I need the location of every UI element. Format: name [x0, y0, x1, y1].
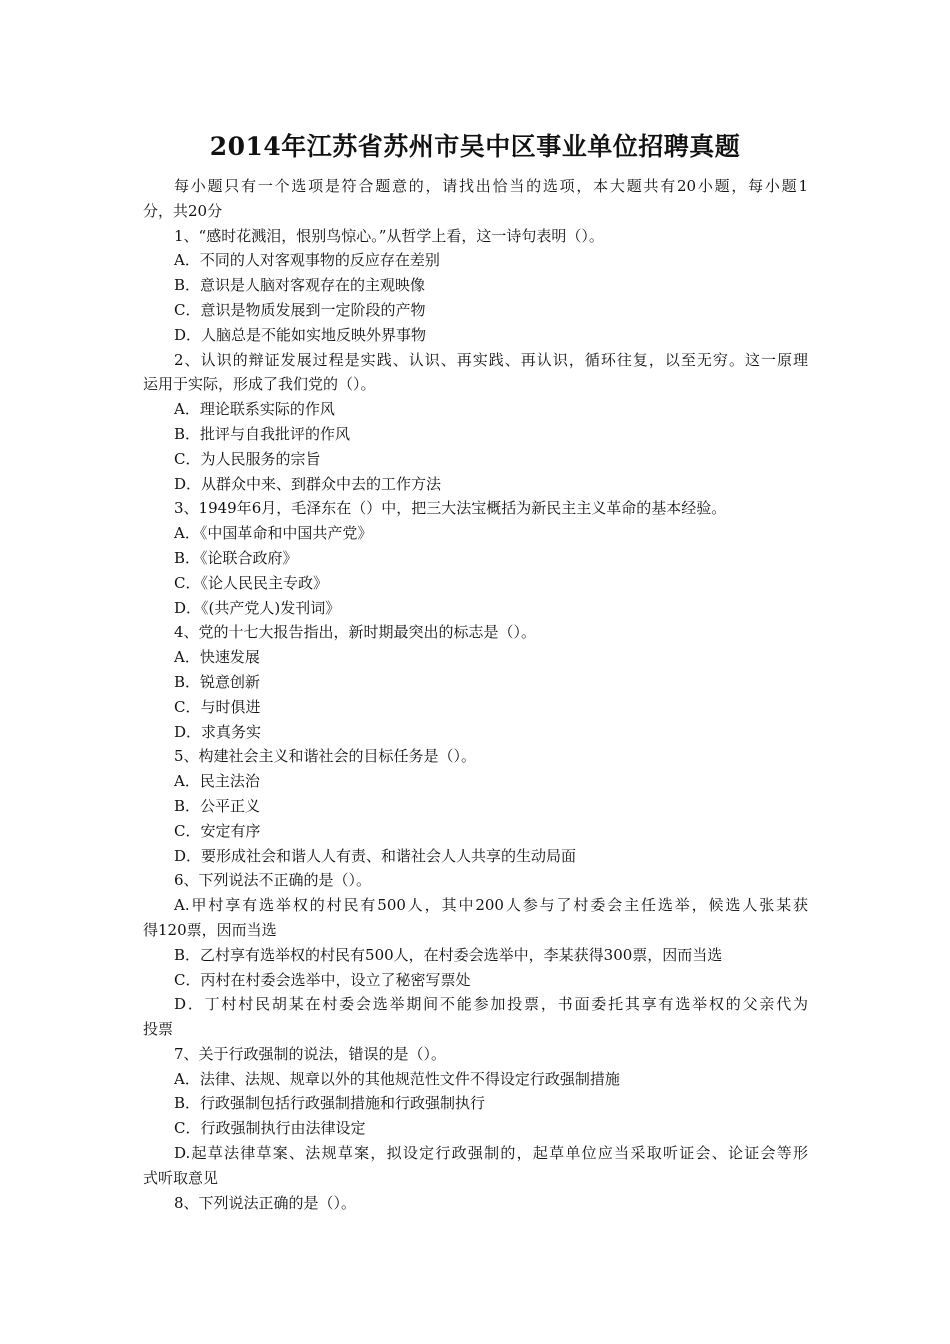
text-line: C．安定有序 [174, 821, 261, 840]
text-line: B．《论联合政府》 [174, 548, 298, 567]
text-line: D．人脑总是不能如实地反映外界事物 [174, 325, 427, 344]
text-line: D．求真务实 [174, 722, 262, 741]
text-line: A．《中国革命和中国共产党》 [174, 524, 373, 543]
text-line: 每小题只有一个选项是符合题意的，请找出恰当的选项，本大题共有20小题，每小题1 [174, 177, 808, 195]
text-line: D．丁村村民胡某在村委会选举期间不能参加投票，书面委托其享有选举权的父亲代为 [174, 995, 808, 1014]
text-line: B．行政强制包括行政强制措施和行政强制执行 [174, 1094, 486, 1113]
text-line: B．乙村享有选举权的村民有500人，在村委会选举中，李某获得300票，因而当选 [174, 945, 723, 964]
text-line: 2、认识的辩证发展过程是实践、认识、再实践、再认识，循环往复，以至无穷。这一原理 [174, 350, 808, 369]
text-line: 5、构建社会主义和谐社会的目标任务是（）。 [174, 747, 477, 766]
text-line: B．锐意创新 [174, 672, 261, 691]
text-line: C．与时俱进 [174, 697, 261, 716]
text-line: 7、关于行政强制的说法，错误的是（）。 [174, 1044, 447, 1063]
text-line: A．快速发展 [174, 648, 260, 667]
text-line: B．意识是人脑对客观存在的主观映像 [174, 276, 426, 295]
text-line: 4、党的十七大报告指出，新时期最突出的标志是（）。 [174, 623, 537, 642]
text-line: B．公平正义 [174, 796, 261, 815]
text-line: A.甲村享有选举权的村民有500人，其中200人参与了村委会主任选举，候选人张某获 [174, 896, 808, 915]
text-line: 运用于实际，形成了我们党的（）。 [143, 375, 376, 394]
text-line: A．不同的人对客观事物的反应存在差别 [174, 251, 440, 270]
text-line: D．《(共产党人)发刊词》 [174, 598, 341, 617]
text-line: C．《论人民民主专政》 [174, 573, 328, 592]
text-line: A．理论联系实际的作风 [174, 400, 335, 419]
text-line: C．丙村在村委会选举中，设立了秘密写票处 [174, 970, 471, 989]
text-line: D.起草法律草案、法规草案，拟设定行政强制的，起草单位应当采取听证会、论证会等形 [174, 1144, 808, 1163]
text-line: 式听取意见 [143, 1168, 219, 1187]
document-title: 2014年江苏省苏州市吴中区事业单位招聘真题 [209, 132, 741, 161]
text-line: B．批评与自我批评的作风 [174, 424, 351, 443]
document-body [143, 174, 808, 1215]
text-line: 3、1949年6月，毛泽东在（）中，把三大法宝概括为新民主主义革命的基本经验。 [174, 499, 727, 518]
text-line: D．要形成社会和谐人人有责、和谐社会人人共享的生动局面 [174, 846, 577, 865]
text-line: A．法律、法规、规章以外的其他规范性文件不得设定行政强制措施 [174, 1069, 620, 1088]
text-line: D．从群众中来、到群众中去的工作方法 [174, 474, 442, 493]
text-line: 6、下列说法不正确的是（）。 [174, 871, 372, 890]
text-line: 1、“感时花溅泪，恨别鸟惊心。”从哲学上看，这一诗句表明（）。 [174, 226, 604, 245]
text-line: C．行政强制执行由法律设定 [174, 1119, 366, 1138]
text-line: 得120票，因而当选 [143, 920, 277, 939]
text-line: C．为人民服务的宗旨 [174, 449, 321, 468]
text-line: A．民主法治 [174, 772, 260, 791]
text-line: 8、下列说法正确的是（）。 [174, 1193, 357, 1212]
text-line: 投票 [143, 1020, 174, 1039]
text-line: 分，共20分 [143, 201, 223, 220]
text-line: C．意识是物质发展到一定阶段的产物 [174, 300, 426, 319]
